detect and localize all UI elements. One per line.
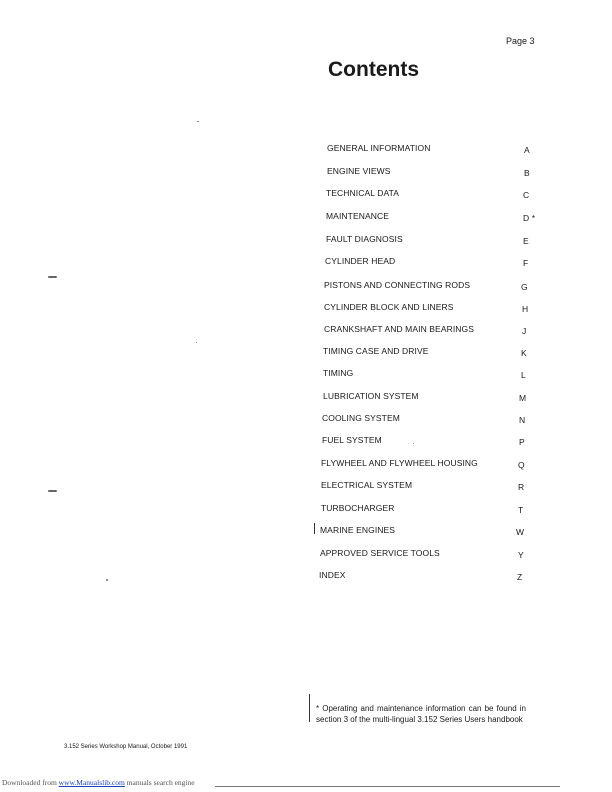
toc-entry-label: ENGINE VIEWS [327,166,391,176]
toc-entry-section: Z [517,572,523,582]
manual-id: 3.152 Series Workshop Manual, October 1991 [64,744,188,750]
toc-entry [319,570,524,584]
toc-entry-label: APPROVED SERVICE TOOLS [320,548,440,558]
scan-speck [197,121,199,122]
toc-entry-label: ELECTRICAL SYSTEM [321,480,413,490]
toc-entry-section: D * [523,213,536,223]
toc-entry-label: TIMING CASE AND DRIVE [323,346,429,356]
toc-entry [321,480,526,494]
toc-entry-label: INDEX [319,570,346,580]
toc-entry-section: F [523,258,529,268]
toc-entry [320,548,525,562]
toc-entry [324,302,529,316]
toc-entry [321,503,526,517]
toc-entry-label: FLYWHEEL AND FLYWHEEL HOUSING [321,458,478,468]
scan-speck [48,276,57,278]
toc-entry-section: Y [518,550,524,560]
scan-speck [48,490,57,492]
toc-entry-label: MAINTENANCE [326,211,389,221]
toc-entry-label: MARINE ENGINES [320,525,396,535]
toc-entry-section: K [521,348,527,358]
toc-entry [321,458,526,472]
scan-speck [106,579,108,581]
toc-entry [322,435,527,449]
footnote: * Operating and maintenance information can be found in section 3 of the multi-lingual 3.152 Series Users handbook [316,704,526,724]
toc-entry-section: C [523,190,530,200]
scan-speck [196,342,197,343]
toc-entry-section: B [524,168,530,178]
toc-entry-label: COOLING SYSTEM [322,413,400,423]
toc-entry-label: PISTONS AND CONNECTING RODS [324,280,471,290]
toc-entry [327,166,532,180]
toc-entry-label: TIMING [323,368,354,378]
toc-entry [323,368,528,382]
toc-entry-label: GENERAL INFORMATION [327,143,431,153]
page-number: Page 3 [506,36,535,46]
toc-entry-label: CRANKSHAFT AND MAIN BEARINGS [324,324,475,334]
toc-entry-section: Q [518,460,525,470]
watermark-prefix: Downloaded from [2,778,57,787]
toc-entry-label: FUEL SYSTEM [322,435,382,445]
toc-entry-section: N [519,415,526,425]
toc-entry [325,256,530,270]
watermark-suffix: manuals search engine [126,778,195,787]
scan-speck [413,443,414,444]
toc-entry-section: W [516,527,525,537]
toc-entry-label: LUBRICATION SYSTEM [323,391,419,401]
toc-entry [327,143,532,157]
toc-entry-section: G [521,282,528,292]
toc-entry-label: CYLINDER HEAD [325,256,396,266]
toc-entry [323,391,528,405]
toc-entry-section: J [522,326,527,336]
manualslib-link[interactable]: www.Manualslib.com [58,778,125,787]
revision-bar [314,523,315,534]
toc-entry-label: CYLINDER BLOCK AND LINERS [324,302,454,312]
toc-entry [326,234,531,248]
toc-entry-section: M [519,393,527,403]
toc-entry-section: E [523,236,529,246]
toc-entry-label: FAULT DIAGNOSIS [326,234,403,244]
toc-entry [324,280,529,294]
toc-entry-section: P [519,437,525,447]
toc-entry [323,346,528,360]
toc-entry-section: H [522,304,529,314]
toc-entry [322,413,527,427]
toc-entry [326,188,531,202]
toc-entry [320,525,525,539]
page-title: Contents [328,58,419,81]
revision-bar [309,694,310,722]
toc-entry-section: T [518,505,524,515]
toc-entry-label: TURBOCHARGER [321,503,395,513]
toc-entry-label: TECHNICAL DATA [326,188,400,198]
toc-entry-section: L [521,370,526,380]
toc-entry-section: R [518,482,525,492]
download-watermark [2,778,195,787]
toc-entry [324,324,529,338]
toc-entry-section: A [524,145,530,155]
toc-entry [326,211,536,225]
scan-line [215,786,560,787]
